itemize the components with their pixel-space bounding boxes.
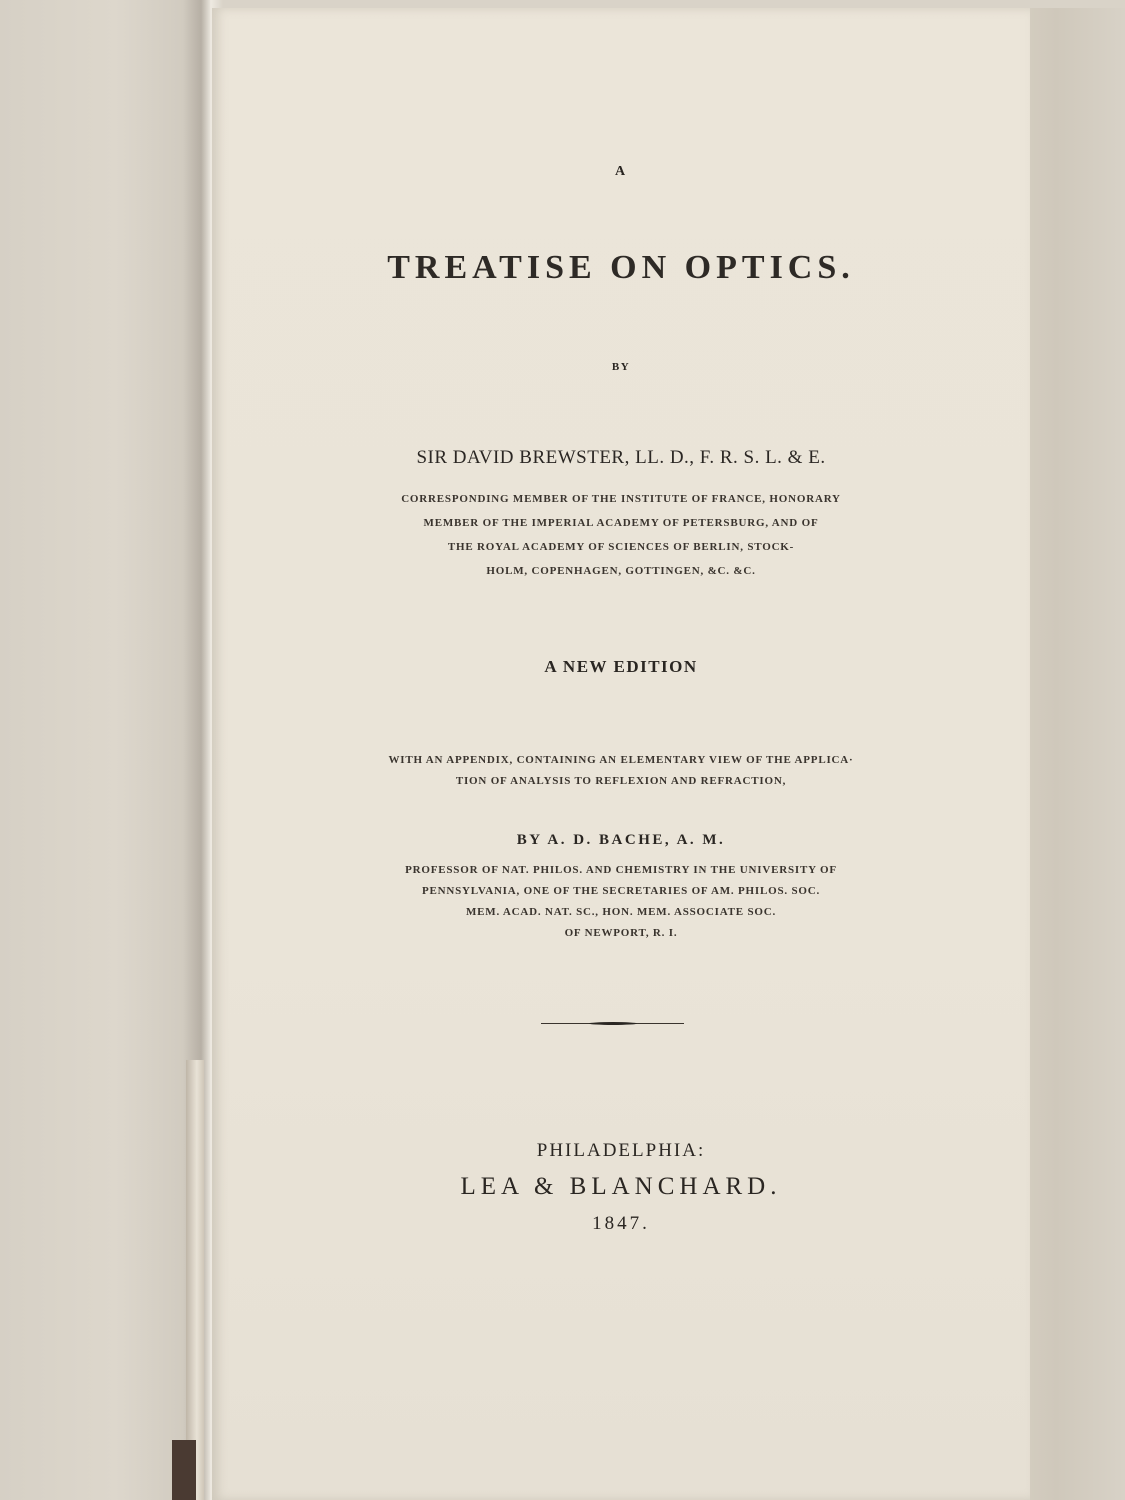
decorative-rule (541, 1022, 684, 1025)
edition-label: A NEW EDITION (544, 657, 698, 676)
appendix-credentials-line: OF NEWPORT, R. I. (564, 927, 678, 939)
title-page-content (326, 0, 916, 1500)
author-name: SIR DAVID BREWSTER, LL. D., F. R. S. L. & E. (416, 447, 826, 468)
spine-binding (172, 1440, 196, 1500)
spine-tear (186, 1060, 204, 1500)
appendix-line: TION OF ANALYSIS TO REFLEXION AND REFRACTION, (455, 775, 787, 787)
author-credentials-line: CORRESPONDING MEMBER OF THE INSTITUTE OF FRANCE, HONORARY (401, 493, 841, 505)
imprint-publisher: LEA & BLANCHARD. (460, 1173, 782, 1200)
left-endpaper (0, 0, 210, 1500)
appendix-line: WITH AN APPENDIX, CONTAINING AN ELEMENTARY VIEW OF THE APPLICA· (388, 754, 854, 766)
author-credentials-line: MEMBER OF THE IMPERIAL ACADEMY OF PETERSBURG, AND OF (423, 517, 819, 529)
appendix-author: BY A. D. BACHE, A. M. (516, 832, 726, 848)
author-credentials-line: HOLM, COPENHAGEN, GOTTINGEN, &C. &C. (486, 565, 756, 577)
appendix-credentials-line: PROFESSOR OF NAT. PHILOS. AND CHEMISTRY IN THE UNIVERSITY OF (405, 864, 837, 876)
article-a: A (614, 164, 628, 179)
book-title: TREATISE ON OPTICS. (387, 249, 855, 286)
by-label: BY (611, 361, 631, 373)
imprint-city: PHILADELPHIA: (536, 1140, 706, 1161)
appendix-credentials-line: PENNSYLVANIA, ONE OF THE SECRETARIES OF AM. PHILOS. SOC. (421, 885, 821, 897)
appendix-credentials-line: MEM. ACAD. NAT. SC., HON. MEM. ASSOCIATE SOC. (465, 906, 777, 918)
author-credentials-line: THE ROYAL ACADEMY OF SCIENCES OF BERLIN, STOCK- (447, 541, 795, 553)
imprint-year: 1847. (592, 1213, 650, 1234)
